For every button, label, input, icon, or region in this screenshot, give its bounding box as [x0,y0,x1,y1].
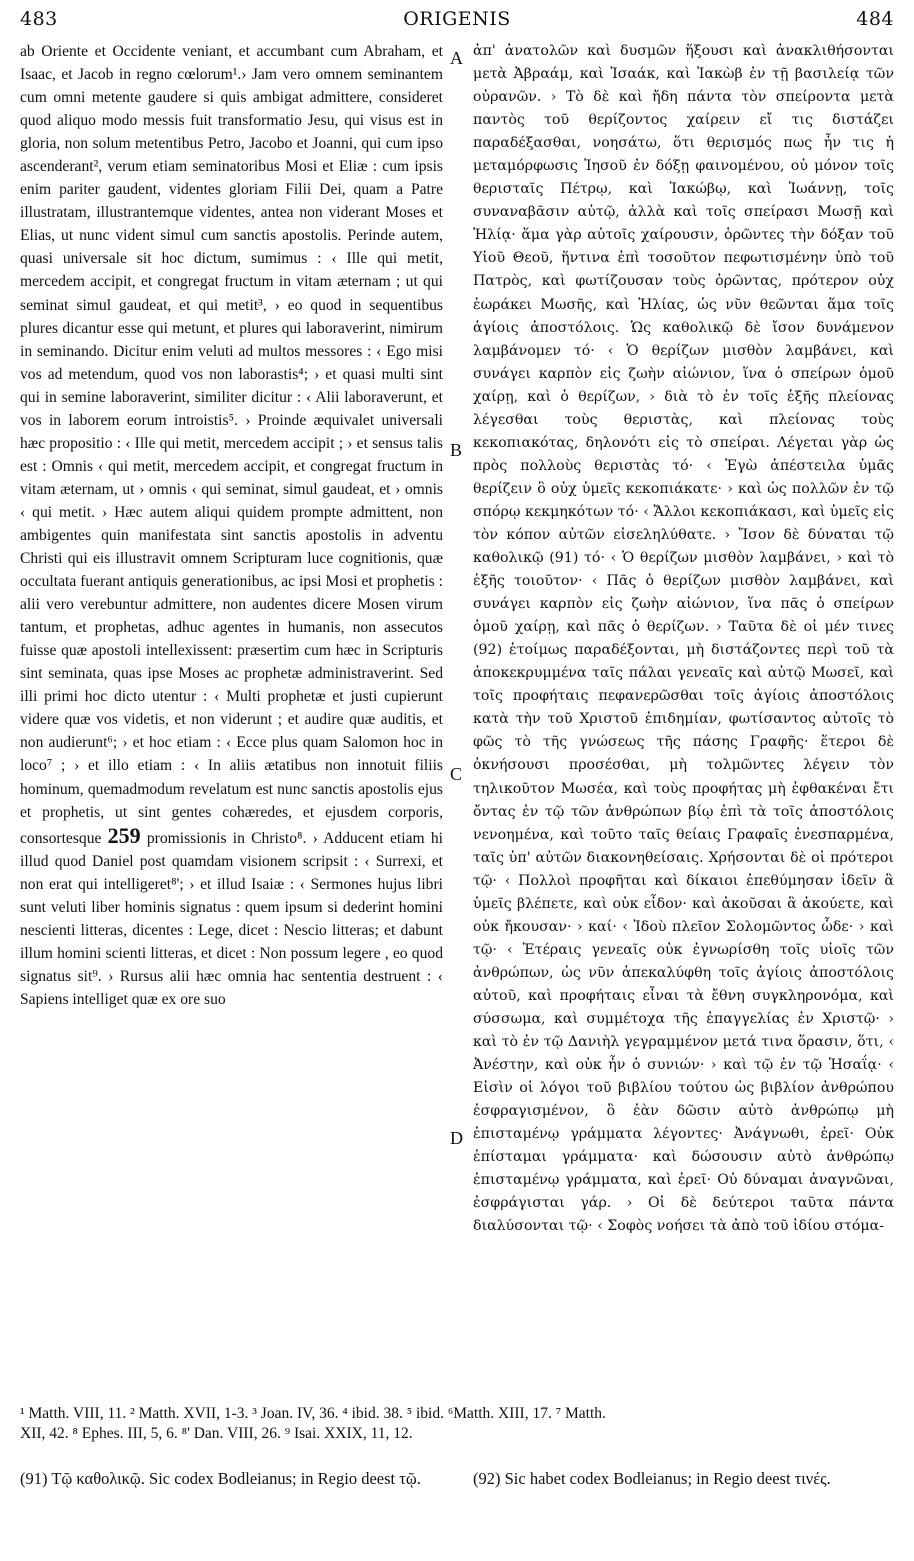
greek-column [473,40,894,1238]
latin-text-end: promissionis in Christo⁸. › Adducent etiam hi illud quod Daniel post quamdam visionem scripsit : ‹ Surrexi, et non erat qui intelligeret⁸'; › et illud Isaiæ : ‹ Sermones hujus libri sunt veluti liber hominis signatus : quem ipsum si dederint homini nescienti litteras, dicentes : Lege, dicet : Nescio litteras; et dabunt illum homini scienti litteras, et dicet : Non possum legere , eo quod signatus sit⁹. › Rursus alii hæc omnia hac sententia destruent : ‹ Sapiens intelliget quæ ex ore suo [20,829,443,1008]
column-page-number: 259 [107,822,141,848]
greek-text: ἀπ' ἀνατολῶν καὶ δυσμῶν ἥξουσι καὶ ἀνακλιθήσονται μετὰ Ἀβραάμ, καὶ Ἰσαάκ, καὶ Ἰακὼβ ἐν τῇ βασιλείᾳ τῶν οὐρανῶν. › Τὸ δὲ καὶ ἤδη πάντα τὸν σπείροντα μετὰ παντὸς τοῦ θερίζοντος χαίρειν εἴ τις διστάζει παραδέξασθαι, νοησάτω, ὅτι θερισμός πως ἦν τις ἡ μεταμόρφωσις Ἰησοῦ ἐν δόξῃ φαινομένου, οὐ μόνον τοῖς θερισταῖς Πέτρῳ, καὶ Ἰακώβῳ, καὶ Ἰωάννῃ, τοῖς συναναβᾶσιν αὐτῷ, ἀλλὰ καὶ τοῖς σπείρασι Μωσῇ καὶ Ἠλίᾳ· ἅμα γὰρ αὐτοῖς χαίρουσιν, ὁρῶντες τὴν δόξαν τοῦ Υἱοῦ Θεοῦ, ἥντινα ἐπὶ τοσοῦτον πεφωτισμένην ὑπὸ τοῦ Πατρὸς, καὶ φωτίζουσαν τοὺς ὁρῶντας, πρότερον οὐχ ἑωράκει Μωσῆς, καὶ Ἠλίας, ὡς νῦν θεῶνται ἅμα τοῖς ἁγίοις ἀποστόλοις. Ὡς καθολικῷ δὲ ἴσον δυνάμενον λαμβάνομεν τό· ‹ Ὁ θερίζων μισθὸν λαμβάνει, καὶ συνάγει καρπὸν εἰς ζωὴν αἰώνιον, ἵνα ὁ σπείρων ὁμοῦ χαίρῃ, καὶ ὁ θερίζων, › διὰ τὸ ἐν τοῖς ἑξῆς πλείονας λέγεσθαι τοὺς θεριστὰς, καὶ πλείονας τοὺς κεκοπιακότας, δηλονότι εἰς τὸ σπείραι. Λέγεται γὰρ ὡς πρὸς πολλοὺς θεριστὰς τό· ‹ Ἐγὼ ἀπέστειλα ὑμᾶς θερίζειν ὃ οὐχ ὑμεῖς κεκοπιάκατε· › καὶ ὡς πολλῶν ἐν τῷ σπόρῳ κεκμηκότων τό· ‹ Ἄλλοι κεκοπιάκασι, καὶ ὑμεῖς εἰς τὸν κόπον αὐτῶν εἰσεληλύθατε. › Ἴσον δὲ δύναται τῷ καθολικῷ (91) τό· ‹ Ὁ θερίζων μισθὸν λαμβάνει, › καὶ τὸ ἑξῆς τοιοῦτον· ‹ Πᾶς ὁ θερίζων μισθὸν λαμβάνει, καὶ συνάγει καρπὸν εἰς ζωὴν αἰώνιον, ἵνα πᾶς ὁ σπείρων ὁμοῦ χαίρῃ, καὶ πᾶς ὁ θερίζων. › Ταῦτα δὲ οἱ μέν τινες (92) ἑτοίμως παραδέξονται, μὴ διστάζοντες περὶ τοῦ τὰ ἀποκεκρυμμένα ταῖς πάλαι γενεαῖς καὶ αὐτῷ Μωσεῖ, καὶ τοῖς προφήταις πεφανερῶσθαι τοῖς ἁγίοις ἀποστόλοις κατὰ τὴν τοῦ Χριστοῦ ἐπιδημίαν, φωτίσαντος αὐτοῖς τὸ φῶς τὸ τῆς γνώσεως τῆς πάσης Γραφῆς· ἕτεροι δὲ ὀκνήσουσι προσέσθαι, μὴ τολμῶντες λέγειν τὸν τηλικοῦτον Μωσέα, καὶ τοὺς προφήτας μὴ ἐφθακέναι ἔτι ὄντας ἐν τῷ τῶν ἀνθρώπων βίῳ ἐπὶ τὰ τοῖς ἀποστόλοις νενοημένα, καὶ τοῦτο ταῖς θείαις Γραφαῖς ἐνεσπαρμένα, ταῖς ὑπ' αὐτῶν διακονηθείσαις. Χρήσονται δὲ οἱ πρότεροι τῷ· ‹ Πολλοὶ προφῆται καὶ δίκαιοι ἐπεθύμησαν ἰδεῖν ἃ ὑμεῖς βλέπετε, καὶ οὐκ εἶδον· καὶ ἀκοῦσαι ἃ ἀκούετε, καὶ οὐκ ἤκουσαν· › καί· ‹ Ἰδοὺ πλεῖον Σολομῶντος ὧδε· › καὶ τῷ· ‹ Ἑτέραις γενεαῖς οὐκ ἐγνωρίσθη τοῖς υἱοῖς τῶν ἀνθρώπων, ὡς νῦν ἀπεκαλύφθη τοῖς ἁγίοις ἀποστόλοις αὐτοῦ, καὶ προφήταις εἶναι τὰ ἔθνη συγκληρονόμα, καὶ σύσσωμα, καὶ συμμέτοχα τῆς ἐπαγγελίας ἐν Χριστῷ· › καὶ τὸ ἐν τῷ Δανιὴλ γεγραμμένον μετά τινα ὅρασιν, ὅτι, ‹ Ἀνέστην, καὶ οὐκ ἦν ὁ συνιών· › καὶ τῷ ἐν τῷ Ἡσαΐᾳ· ‹ Εἰσὶν οἱ λόγοι τοῦ βιβλίου τούτου ὡς βιβλίον ἀνθρώπου ἐσφραγισμένον, ὃ ἐὰν δῶσιν αὐτὸ ἀνθρώπῳ μὴ ἐπισταμένῳ γράμματα λέγοντες· Ἀνάγνωθι, ἐρεῖ· Οὐκ ἐπίσταμαι γράμματα· καὶ δώσουσιν αὐτὸ ἀνθρώπῳ ἐπισταμένῳ γράμματα, καὶ ἐρεῖ· Οὐ δύναμαι ἀναγνῶναι, ἐσφράγισται γάρ. › Οἱ δὲ δεύτεροι ταῦτα πάντα διαλύσονται τῷ· ‹ Σοφὸς νοήσει τὰ ἀπὸ τοῦ ἰδίου στόμα- [473,43,894,1235]
page-number-right: 484 [856,8,894,30]
note-92-text: (92) Sic habet codex Bodleianus; in Regio deest τινές. [473,1469,831,1488]
note-91-text: (91) Τῷ καθολικῷ. Sic codex Bodleianus; in Regio deest τῷ. [20,1469,421,1488]
section-marker-a: A [450,48,463,68]
footnote-line: XII, 42. ⁸ Ephes. III, 5, 6. ⁸' Dan. VIII, 26. ⁹ Isai. XXIX, 11, 12. [20,1425,413,1442]
latin-paragraph [20,40,443,1011]
running-title: ORIGENIS [403,8,511,30]
page-number-left: 483 [20,8,58,30]
footnote-line: ¹ Matth. VIII, 11. ² Matth. XVII, 1-3. ³ Joan. IV, 36. ⁴ ibid. 38. ⁵ ibid. ⁶Matth. XIII, 17. ⁷ Matth. [20,1405,606,1422]
page-header [20,8,894,36]
section-marker-d: D [450,1128,463,1148]
section-marker-b: B [450,440,463,460]
section-marker-c: C [450,764,463,784]
reference-footnotes [20,1404,894,1444]
note-92 [473,1468,894,1489]
note-91 [20,1468,443,1489]
latin-column [20,40,443,1011]
latin-text: ab Oriente et Occidente veniant, et accumbant cum Abraham, et Isaac, et Jacob in regno cœlorum¹.› Jam vero omnem seminantem cum omni metente gaudere si quis ambigat admittere, consideret quod aliquo modo messis fuit transformatio Jesu, qui visus est in gloria, non solum metentibus Petro, Jacobo et Joanni, qui cum ipso ascenderant², verum etiam seminatoribus Mosi et Eliæ : cum ipsis enim pariter gaudent, videntes gloriam Filii Dei, quam a Patre illustratam, illustrantemque videntes, antea non viderant Moses et Elias, ut nunc vident simul cum sanctis apostolis. Perinde autem, quasi universale sit hoc dictum, sumimus : ‹ Ille qui metit, mercedem accipit, et congregat fructum in vitam æternam ; ut qui seminat simul gaudeat, et qui metit³, › eo quod in sequentibus plures dicantur esse qui metunt, et plures qui laboraverint, nimirum in seminando. Dicitur enim veluti ad multos messores : ‹ Ego misi vos ad metendum, quod vos non laborastis⁴; › et quasi multi sint qui in semine laboraverint, similiter dicitur : ‹ Alii laboraverunt, et vos in laborem eorum introistis⁵. › Proinde æquivalet universali hæc propositio : ‹ Ille qui metit, mercedem accipit ; › et sensus talis est : Omnis ‹ qui metit, mercedem accipit, et congregat fructum in vitam æternam, ut › omnis ‹ qui seminat, simul gaudeat, et › omnis ‹ qui metit. › Hæc autem aliqui quidem prompte admittent, non ambigentes quin manifestata sint sanctis apostolis in adventu Christi qui eis illustravit omnem Scripturam luce cognitionis, quæ occultata fuerant antiquis generationibus, ac ipsi Mosi et prophetis : alii vero verebuntur admittere, non audentes dicere Mosen virum tantum, et prophetas, adhuc agentes in humanis, non assecutos fuisse quæ apostoli intellexissent: præsertim cum hæc in Scripturis sint seminata, quas ipse Moses ac prophetæ administraverint. Sed illi primi hoc dicto utentur : ‹ Multi prophetæ et justi cupierunt videre quæ vos videtis, et non viderunt ; et audire quæ auditis, et non audierunt⁶; › et hoc etiam : ‹ Ecce plus quam Salomon hoc in loco⁷ ; › et illo etiam : ‹ In aliis ætatibus non innotuit filiis hominum, quemadmodum revelatum est nunc sanctis apostolis ejus et prophetis, ut sint gentes cohæredes, et ejusdem corporis, consortesque [20,43,443,847]
